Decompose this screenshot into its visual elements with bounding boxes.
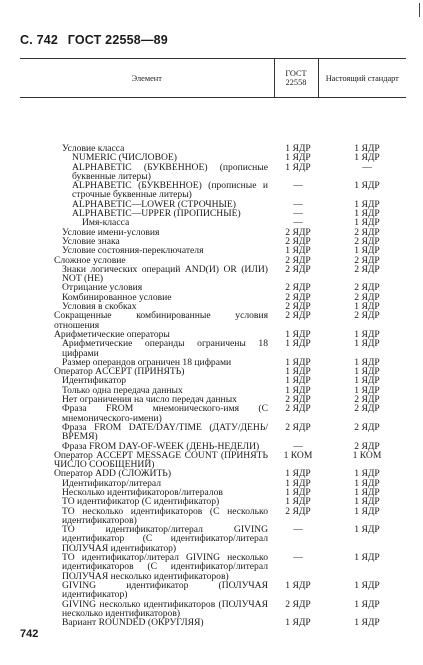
table-row <box>20 404 406 423</box>
row-standard-value: 1 ЯДР <box>354 468 380 480</box>
row-gost-value: — <box>293 208 303 220</box>
row-element: Условия в скобках <box>62 301 137 313</box>
table-row <box>20 451 406 470</box>
row-gost-value: 2 ЯДР <box>285 263 311 275</box>
table-row <box>20 163 406 182</box>
row-standard-value: 1 ЯДР <box>354 384 380 396</box>
row-gost-value: 1 ЯДР <box>285 477 311 489</box>
row-standard-value: 1 ЯДР <box>354 245 380 257</box>
row-element: ТО идентификатор/литерал GIVING идентификатор (С идентификатор/литерал ПОЛУЧАЯ идентификатор) <box>62 524 268 554</box>
row-gost-value: 2 ЯДР <box>285 282 311 294</box>
row-standard-value: 2 ЯДР <box>354 421 380 433</box>
row-standard-value: 1 ЯДР <box>354 180 380 192</box>
table-row <box>20 618 406 627</box>
row-element: Размер операндов ограничен 18 цифрами <box>62 356 232 368</box>
row-gost-value: 2 ЯДР <box>285 598 311 610</box>
row-standard-value: 1 ЯДР <box>354 366 380 378</box>
row-gost-value: 2 ЯДР <box>285 421 311 433</box>
row-gost-value: — <box>293 440 303 452</box>
row-element: ТО идентификатор/литерал GIVING несколько идентификаторов (С идентификатор/литерал ПОЛУЧАЯ несколько идентификаторов) <box>62 552 268 582</box>
row-element: Несколько идентификаторов/литералов <box>62 486 223 498</box>
row-element: ALPHABETIC—LOWER (СТРОЧНЫЕ) <box>72 198 236 210</box>
row-standard-value: 1 ЯДР <box>354 198 380 210</box>
row-gost-value: 2 ЯДР <box>285 310 311 322</box>
row-gost-value: 2 ЯДР <box>285 394 311 406</box>
row-gost-value: 1 ЯДР <box>285 356 311 368</box>
row-standard-value: 2 ЯДР <box>354 440 380 452</box>
row-standard-value: 1 ЯДР <box>354 208 380 220</box>
row-gost-value: — <box>293 217 303 229</box>
row-standard-value: 1 КОМ <box>352 449 382 461</box>
row-standard-value: 1 ЯДР <box>354 338 380 350</box>
row-gost-value: 1 ЯДР <box>285 496 311 508</box>
row-standard-value: 1 ЯДР <box>354 598 380 610</box>
table-row <box>20 507 406 526</box>
row-element: Знаки логических операций AND(И) OR (ИЛИ) NOT (НЕ) <box>62 263 268 285</box>
table-row <box>20 581 406 600</box>
row-element: Только одна передача данных <box>62 384 183 396</box>
row-standard-value: 1 ЯДР <box>354 524 380 536</box>
row-element: Отрицание условия <box>62 282 143 294</box>
row-gost-value: 1 ЯДР <box>285 328 311 340</box>
row-standard-value: 2 ЯДР <box>354 254 380 266</box>
row-element: Оператор ACCEPT MESSAGE COUNT (ПРИНЯТЬ ЧИСЛО СООБЩЕНИЙ) <box>54 449 268 471</box>
row-standard-value: 2 ЯДР <box>354 403 380 415</box>
table-row <box>20 181 406 200</box>
row-element: GIVING несколько идентификаторов (ПОЛУЧАЯ несколько идентификаторов) <box>62 598 268 619</box>
row-gost-value: — <box>293 198 303 210</box>
row-standard-value: 2 ЯДР <box>354 310 380 322</box>
page-number: 742 <box>20 628 39 640</box>
margin-mark <box>419 3 420 17</box>
row-gost-value: 1 ЯДР <box>285 579 311 591</box>
row-element: Нет ограничения на число передач данных <box>62 394 237 406</box>
row-element: Оператор ACCEPT (ПРИНЯТЬ) <box>54 366 185 378</box>
row-standard-value: 1 ЯДР <box>354 617 380 629</box>
row-standard-value: 2 ЯДР <box>354 282 380 294</box>
row-standard-value: 1 ЯДР <box>354 486 380 498</box>
row-element: Имя-класса <box>82 217 130 229</box>
row-element: Сложное условие <box>54 254 126 266</box>
header-gost: ГОСТ 22558 <box>274 59 318 98</box>
row-element: Условие состояния-переключателя <box>62 245 204 257</box>
row-standard-value: 1 ЯДР <box>354 375 380 387</box>
row-gost-value: 2 ЯДР <box>285 226 311 238</box>
header-current: Настоящий стандарт <box>318 59 406 98</box>
row-standard-value: 1 ЯДР <box>354 152 380 164</box>
row-gost-value: 2 ЯДР <box>285 254 311 266</box>
row-element: ТО несколько идентификаторов (С несколько идентификаторов) <box>62 505 268 526</box>
row-element: Идентификатор/литерал <box>62 477 162 489</box>
row-standard-value: — <box>362 161 372 173</box>
table-row <box>20 525 406 553</box>
row-standard-value: 1 ЯДР <box>354 505 380 517</box>
row-gost-value: 2 ЯДР <box>285 403 311 415</box>
row-element: ALPHABETIC (БУКВЕННОЕ) (прописные и строчные буквенные литеры) <box>72 180 268 201</box>
row-standard-value: 2 ЯДР <box>354 263 380 275</box>
row-standard-value: 2 ЯДР <box>354 235 380 247</box>
row-element: NUMERIC (ЧИСЛОВОЕ) <box>72 152 177 164</box>
table-row <box>20 311 406 330</box>
table-row <box>20 265 406 284</box>
row-element: Оператор ADD (СЛОЖИТЬ) <box>54 468 172 480</box>
table-row <box>20 553 406 581</box>
table-row <box>20 209 406 218</box>
row-element: Фраза FROM DAY-OF-WEEK (ДЕНЬ-НЕДЕЛИ) <box>62 440 260 452</box>
row-element: Условие имени-условия <box>62 226 160 238</box>
row-gost-value: 1 ЯДР <box>285 338 311 350</box>
table-row <box>20 423 406 442</box>
row-gost-value: 1 ЯДР <box>285 152 311 164</box>
row-element: GIVING идентификатор (ПОЛУЧАЯ идентификатор) <box>62 579 268 601</box>
row-gost-value: 1 ЯДР <box>285 245 311 257</box>
row-element: Условие знака <box>62 235 120 247</box>
row-standard-value: 1 ЯДР <box>354 552 380 564</box>
table-spacer <box>20 98 406 145</box>
row-element: ТО идентификатор (С идентификатор) <box>62 496 220 508</box>
row-element: Арифметические операнды ограничены 18 цифрами <box>62 338 268 359</box>
row-gost-value: 2 ЯДР <box>285 301 311 313</box>
row-gost-value: 1 КОМ <box>283 449 313 461</box>
row-gost-value: — <box>293 552 303 564</box>
row-element: ALPHABETIC—UPPER (ПРОПИСНЫЕ) <box>72 208 241 220</box>
row-gost-value: 1 ЯДР <box>285 468 311 480</box>
table-row <box>20 600 406 619</box>
row-gost-value: 1 ЯДР <box>285 375 311 387</box>
comparison-table <box>20 58 406 627</box>
page-letter: С. 742 <box>20 33 59 47</box>
row-standard-value: 1 ЯДР <box>354 579 380 591</box>
row-gost-value: 2 ЯДР <box>285 235 311 247</box>
table-header-row <box>20 59 406 98</box>
row-element: Сокращенные комбинированные условия отношения <box>54 310 268 331</box>
row-standard-value: 2 ЯДР <box>354 394 380 406</box>
row-gost-value: 1 ЯДР <box>285 161 311 173</box>
row-standard-value: 1 ЯДР <box>354 143 380 154</box>
row-standard-value: 2 ЯДР <box>354 291 380 303</box>
row-element: Фраза FROM мнемонического-имя (С мнемонического-имени) <box>62 403 268 424</box>
row-gost-value: 2 ЯДР <box>285 505 311 517</box>
row-standard-value: 1 ЯДР <box>354 217 380 229</box>
header-element: Элемент <box>20 59 274 98</box>
row-element: Фраза FROM DATE/DAY/TIME (ДАТУ/ДЕНЬ/ВРЕМЯ) <box>62 421 268 443</box>
row-gost-value: — <box>293 180 303 192</box>
row-element: Условие класса <box>62 143 125 154</box>
row-element: Вариант ROUNDED (ОКРУГЛЯЯ) <box>62 617 204 629</box>
row-standard-value: 1 ЯДР <box>354 496 380 508</box>
row-gost-value: 1 ЯДР <box>285 486 311 498</box>
table-body <box>20 98 406 628</box>
table-row <box>20 339 406 358</box>
row-gost-value: 2 ЯДР <box>285 291 311 303</box>
row-element: Комбинированное условие <box>62 291 172 303</box>
standard-title: ГОСТ 22558—89 <box>67 33 168 47</box>
row-element: ALPHABETIC (БУКВЕННОЕ) (прописные буквенные литеры) <box>72 161 268 182</box>
row-gost-value: 1 ЯДР <box>285 617 311 629</box>
row-standard-value: 1 ЯДР <box>354 356 380 368</box>
row-gost-value: 1 ЯДР <box>285 366 311 378</box>
row-element: Идентификатор <box>62 375 127 387</box>
row-gost-value: 1 ЯДР <box>285 143 311 154</box>
row-standard-value: 1 ЯДР <box>354 477 380 489</box>
row-standard-value: 2 ЯДР <box>354 226 380 238</box>
row-element: Арифметические операторы <box>54 328 170 340</box>
row-standard-value: 1 ЯДР <box>354 301 380 313</box>
row-gost-value: 1 ЯДР <box>285 384 311 396</box>
row-gost-value: — <box>293 524 303 536</box>
page-header <box>20 33 174 47</box>
row-standard-value: 1 ЯДР <box>354 328 380 340</box>
